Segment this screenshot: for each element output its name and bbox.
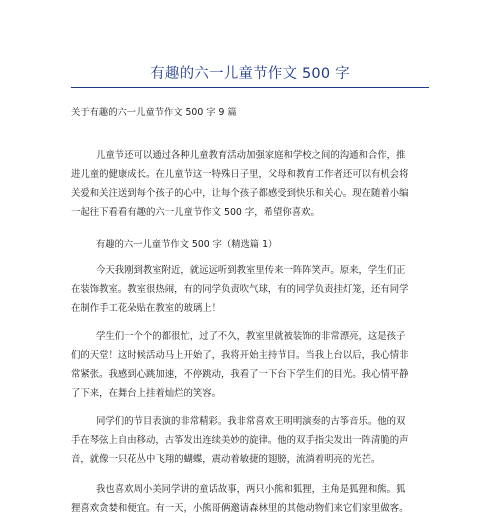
paragraph-line: 儿童节还可以通过各种儿童教育活动加强家庭和学校之间的沟通和合作，推: [96, 150, 406, 161]
body-paragraph-3: [71, 412, 430, 469]
paragraph-line: 同学们的节目表演的非常精彩。我非常喜欢王明明演奏的古筝音乐。他的双: [96, 416, 406, 427]
paragraph-line: 们的天堂！这时候活动马上开始了，我将开始主持节目。当我上台以后，我心情非: [71, 350, 409, 361]
document-subtitle: 关于有趣的六一儿童节作文 500 字 9 篇: [71, 107, 237, 118]
paragraph-line: 在制作手工花朵贴在教室的玻璃上！: [71, 303, 222, 314]
paragraph-line: 手在琴弦上自由移动，古筝发出连续美妙的旋律。他的双手指尖发出一阵清脆的声: [71, 435, 409, 446]
body-paragraph-4: [71, 480, 430, 518]
document-title: 有趣的六一儿童节作文 500 字: [150, 66, 350, 82]
paragraph-line: 在装饰教室。教室很热闹，有的同学负责吹气球，有的同学负责挂灯笼，还有同学: [71, 284, 409, 295]
intro-paragraph: [71, 146, 430, 222]
paragraph-line: 学生们一个个的都很忙，过了不久，教室里就被装饰的非常漂亮，这是孩子: [96, 331, 406, 342]
paragraph-line: 今天我刚到教室附近，就远远听到教室里传来一阵阵笑声。原来，学生们正: [96, 265, 406, 276]
body-paragraph-1: [71, 261, 430, 318]
body-paragraph-2: [71, 327, 430, 403]
paragraph-line: 了下来，在舞台上挂着灿烂的笑容。: [71, 388, 222, 399]
paragraph-line: 关爱和关注送到每个孩子的心中，让每个孩子都感受到快乐和关心。现在随着小编: [71, 188, 409, 199]
paragraph-line: 常紧张。我感到心跳加速，不停跳动，我看了一下台下学生们的目光。我心情平静: [71, 369, 409, 380]
paragraph-line: 我也喜欢周小美同学讲的童话故事，两只小熊和狐狸，主角是狐狸和熊。狐: [96, 484, 406, 495]
paragraph-line: 音，就像一只花丛中飞翔的蝴蝶，震动着敏捷的翅膀，流淌着明亮的光芒。: [71, 454, 381, 465]
paragraph-line: 狸喜欢贪婪和便宜。有一天，小熊哥俩邀请森林里的其他动物们来它们家里做客。: [71, 503, 409, 514]
paragraph-line: 进儿童的健康成长。在儿童节这一特殊日子里，父母和教育工作者还可以有机会将: [71, 169, 409, 180]
section-heading: 有趣的六一儿童节作文 500 字（精选篇 1）: [96, 239, 278, 250]
paragraph-line: 一起往下看看有趣的六一儿童节作文 500 字，希望你喜欢。: [71, 207, 320, 218]
title-underline: [71, 87, 429, 88]
